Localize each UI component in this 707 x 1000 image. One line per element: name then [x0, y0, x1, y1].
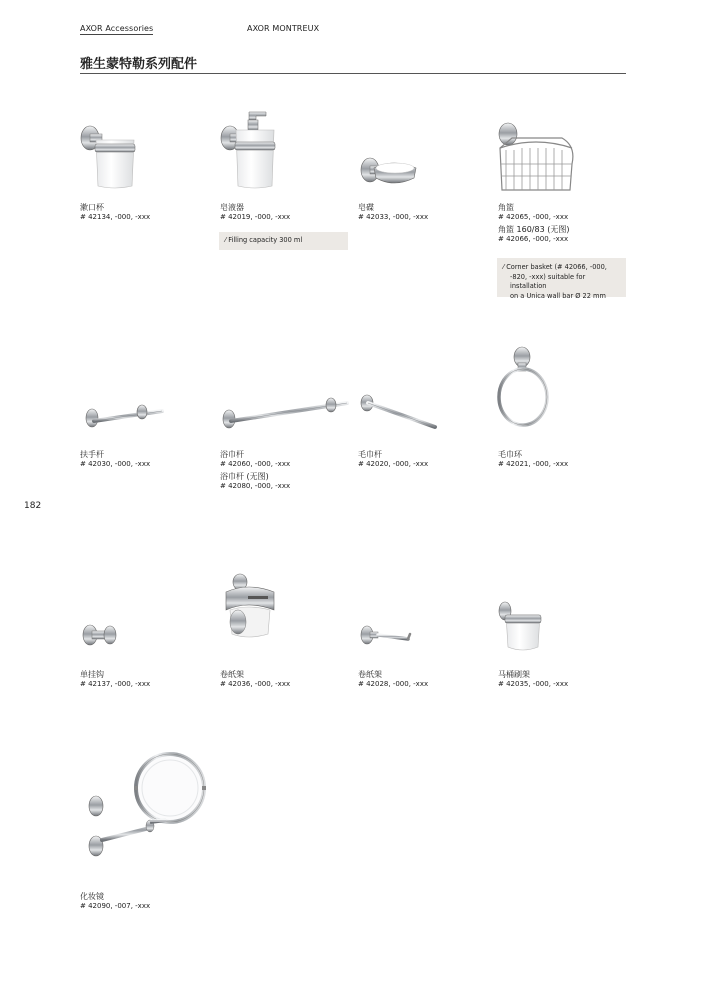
header-category: AXOR Accessories	[80, 24, 154, 33]
product-soap-dispenser	[220, 203, 360, 222]
note-line: -820, -xxx) suitable for installation	[510, 272, 586, 290]
product-code: # 42020, -000, -xxx	[358, 460, 429, 468]
page-title: 雅生蒙特勒系列配件	[80, 57, 198, 72]
product-paper-holder	[358, 670, 498, 689]
product-name: 毛巾杆	[358, 450, 382, 459]
product-code: # 42036, -000, -xxx	[220, 680, 291, 688]
product-code: # 42033, -000, -xxx	[358, 213, 429, 221]
product-code: # 42028, -000, -xxx	[358, 680, 429, 688]
product-robe-hook	[80, 670, 220, 689]
tumbler-image	[78, 120, 142, 192]
grab-bar-image	[80, 400, 166, 430]
product-name: 皂碟	[358, 203, 374, 212]
product-code: # 42035, -000, -xxx	[498, 680, 569, 688]
product-code-variant: # 42066, -000, -xxx	[498, 235, 569, 243]
product-code: # 42030, -000, -xxx	[80, 460, 151, 468]
product-name-variant: 浴巾杆 (无图)	[220, 472, 269, 481]
product-shaving-mirror	[80, 892, 220, 911]
towel-ring-image	[496, 343, 556, 429]
robe-hook-image	[80, 617, 120, 653]
product-note	[497, 258, 626, 300]
product-name: 单挂钩	[80, 670, 104, 679]
product-name: 毛巾环	[498, 450, 522, 459]
bath-towel-bar-image	[219, 393, 351, 429]
product-name: 化妆镜	[80, 892, 104, 901]
product-name: 卷纸架	[358, 670, 382, 679]
product-name-variant: 角篮 160/83 (无图)	[498, 225, 570, 234]
product-towel-bar	[358, 450, 498, 469]
paper-holder-cover-image	[218, 572, 280, 642]
product-tumbler	[80, 203, 220, 222]
product-code: # 42065, -000, -xxx	[498, 213, 569, 221]
towel-bar-image	[358, 393, 438, 433]
product-toilet-brush-holder	[498, 670, 638, 689]
product-code-variant: # 42080, -000, -xxx	[220, 482, 291, 490]
shaving-mirror-image	[84, 752, 214, 864]
product-code: # 42060, -000, -xxx	[220, 460, 291, 468]
corner-basket-image	[496, 120, 578, 196]
product-name: 马桶刷架	[498, 670, 530, 679]
soap-dispenser-image	[218, 108, 282, 192]
product-grab-bar	[80, 450, 220, 469]
product-towel-ring	[498, 450, 638, 469]
note-line: on a Unica wall bar Ø 22 mm	[510, 291, 606, 300]
title-divider	[80, 73, 626, 74]
product-soap-dish	[358, 203, 498, 222]
toilet-brush-holder-image	[496, 519, 546, 655]
product-bath-towel-bar	[220, 450, 360, 491]
product-name: 扶手杆	[80, 450, 104, 459]
product-code: # 42090, -007, -xxx	[80, 902, 151, 910]
soap-dish-image	[358, 152, 420, 192]
product-name: 浴巾杆	[220, 450, 244, 459]
product-code: # 42019, -000, -xxx	[220, 213, 291, 221]
note-line: ⁄ Corner basket (# 42066, -000,	[503, 263, 607, 271]
product-name: 皂液器	[220, 203, 244, 212]
product-corner-basket	[498, 203, 638, 244]
product-name: 漱口杯	[80, 203, 104, 212]
paper-holder-image	[358, 620, 414, 650]
product-code: # 42134, -000, -xxx	[80, 213, 151, 221]
page-number: 182	[24, 501, 42, 511]
product-name: 卷纸架	[220, 670, 244, 679]
product-note: ⁄ Filling capacity 300 ml	[219, 232, 348, 250]
product-name: 角篮	[498, 203, 514, 212]
header-series: AXOR MONTREUX	[247, 24, 320, 33]
product-code: # 42021, -000, -xxx	[498, 460, 569, 468]
product-paper-holder-cover	[220, 670, 360, 689]
product-code: # 42137, -000, -xxx	[80, 680, 151, 688]
